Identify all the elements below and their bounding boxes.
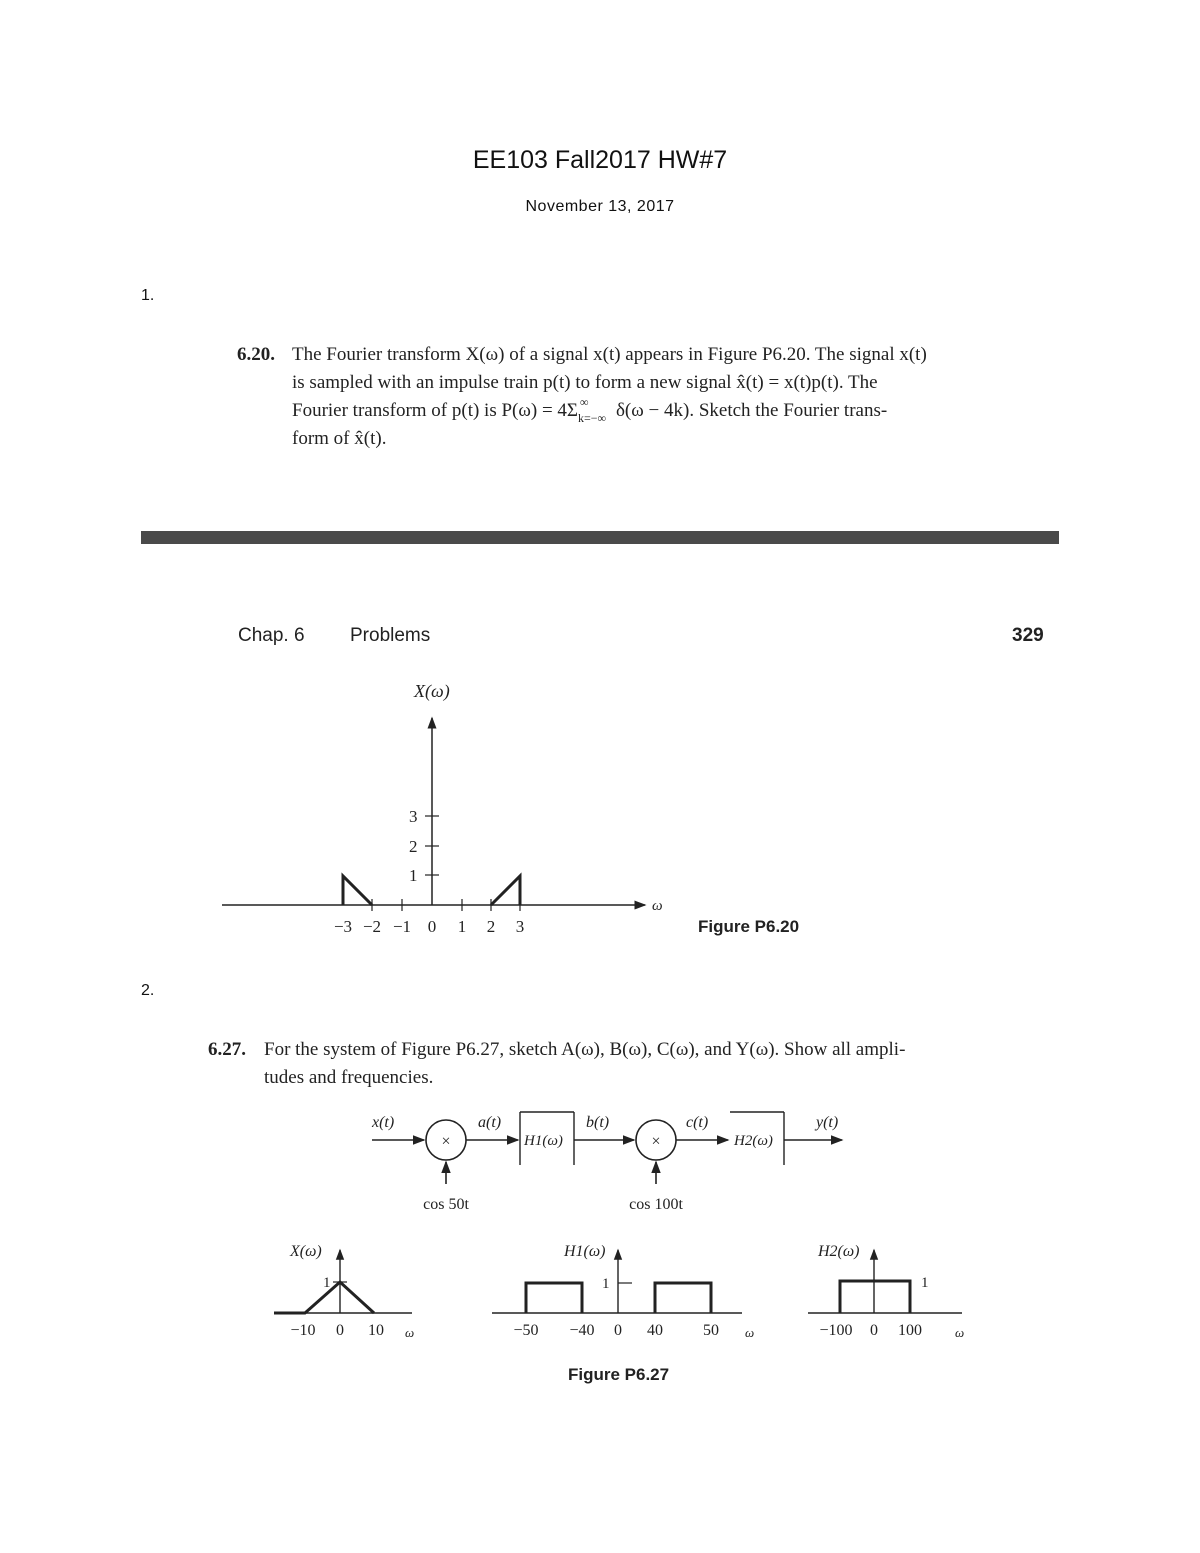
plot-peak: 1: [921, 1275, 929, 1291]
problem-line: is sampled with an impulse train p(t) to form a new signal x̂(t) = x(t)p(t). The: [292, 372, 878, 393]
x-tick-label: −2: [362, 917, 382, 936]
chapter-label: Chap. 6: [238, 625, 305, 646]
x-tick-label: 0: [427, 917, 437, 936]
y-axis-label: X(ω): [414, 681, 450, 701]
signal-label: b(t): [586, 1114, 610, 1131]
sum-upper-limit: ∞: [579, 395, 589, 409]
signal-label: x(t): [372, 1114, 395, 1131]
plot-ylabel: H1(ω): [564, 1243, 606, 1260]
plot-tick: 10: [368, 1322, 384, 1339]
multiplier-symbol: ×: [651, 1133, 661, 1150]
plot-h2-omega: [808, 1243, 964, 1340]
plot-h1-omega: [492, 1243, 754, 1340]
x-axis-label: ω: [652, 898, 663, 914]
x-tick-label: 2: [486, 917, 496, 936]
figure-caption-p6-27: Figure P6.27: [568, 1365, 670, 1384]
plot-tick: 40: [647, 1322, 663, 1339]
x-tick-label: 1: [457, 917, 467, 936]
signal-label: y(t): [816, 1114, 839, 1131]
filter-label-h2: H2(ω): [734, 1133, 773, 1149]
plot-tick: 100: [898, 1322, 922, 1339]
plot-tick: −100: [819, 1322, 853, 1339]
problem-line-tail: δ(ω − 4k). Sketch the Fourier trans-: [615, 400, 888, 421]
signal-label: a(t): [478, 1114, 502, 1131]
problem-id: 6.27.: [208, 1039, 246, 1060]
page-number: 329: [1012, 625, 1044, 646]
problem-line: The Fourier transform X(ω) of a signal x(t) appears in Figure P6.20. The signal x(t): [292, 344, 927, 365]
plot-ylabel: H2(ω): [818, 1243, 860, 1260]
y-tick-label: 1: [409, 866, 418, 885]
problem-id: 6.20.: [237, 344, 275, 365]
signal-label: c(t): [686, 1114, 709, 1131]
problem-line: tudes and frequencies.: [264, 1067, 434, 1088]
document-date: November 13, 2017: [525, 198, 675, 215]
plot-peak: 1: [602, 1276, 610, 1292]
problem-line-head: Fourier transform of p(t) is P(ω) = 4Σ: [292, 400, 578, 421]
problem-line: For the system of Figure P6.27, sketch A(ω), B(ω), C(ω), and Y(ω). Show all ampli-: [264, 1039, 906, 1060]
question-number-1: 1.: [141, 287, 155, 304]
plot-tick: −50: [513, 1322, 539, 1339]
plot-peak: 1: [323, 1275, 331, 1291]
carrier-label: cos 100t: [629, 1196, 683, 1213]
carrier-label: cos 50t: [423, 1196, 469, 1213]
plot-xlabel: ω: [955, 1325, 965, 1340]
multiplier-symbol: ×: [441, 1133, 451, 1150]
block-diagram: [371, 1112, 842, 1213]
document-title: EE103 Fall2017 HW#7: [472, 146, 728, 174]
y-tick-label: 3: [409, 807, 418, 826]
plot-tick: 0: [614, 1322, 622, 1339]
problem-line: form of x̂(t).: [292, 428, 387, 449]
x-tick-label: −3: [333, 917, 353, 936]
plot-tick: −40: [569, 1322, 595, 1339]
plot-x-omega: [274, 1243, 414, 1340]
x-tick-label: 3: [515, 917, 525, 936]
plot-tick: 0: [870, 1322, 878, 1339]
plot-xlabel: ω: [405, 1325, 415, 1340]
plot-ylabel: X(ω): [290, 1243, 322, 1260]
plot-tick: 0: [336, 1322, 344, 1339]
plot-tick: −10: [290, 1322, 316, 1339]
filter-label-h1: H1(ω): [524, 1133, 563, 1149]
y-tick-label: 2: [409, 837, 418, 856]
question-number-2: 2.: [141, 982, 155, 999]
x-tick-label: −1: [392, 917, 412, 936]
plot-xlabel: ω: [745, 1325, 755, 1340]
figure-caption-p6-20: Figure P6.20: [698, 917, 800, 936]
plot-tick: 50: [703, 1322, 719, 1339]
section-label: Problems: [350, 625, 431, 646]
sum-lower-limit: k=−∞: [577, 411, 607, 425]
